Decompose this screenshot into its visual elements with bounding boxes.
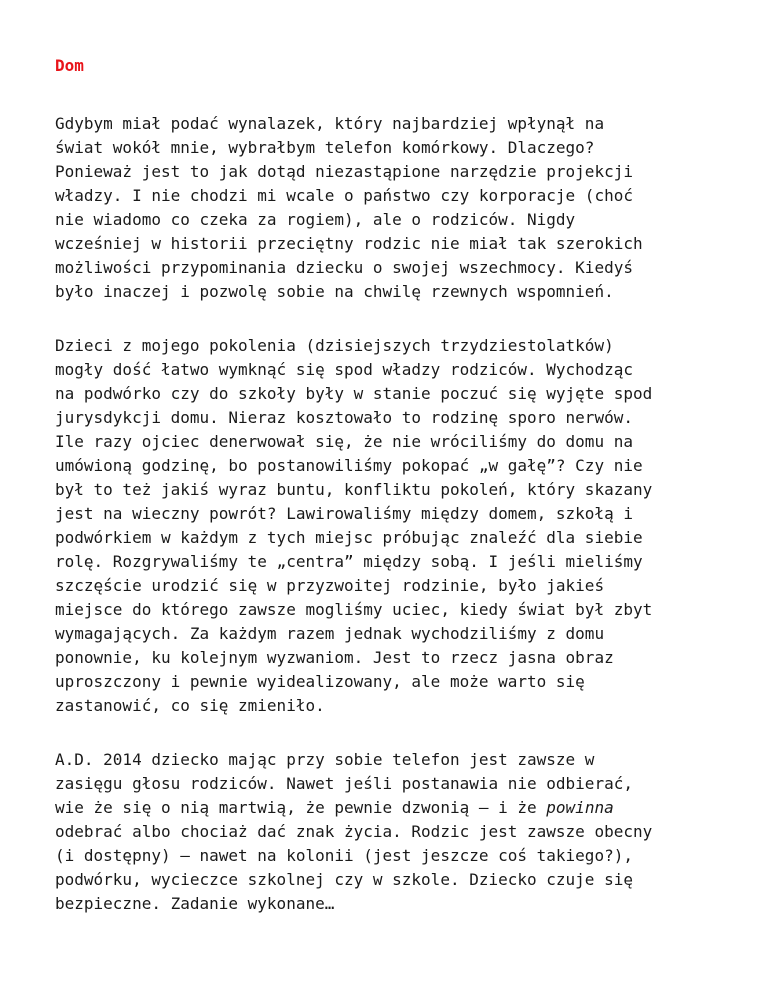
- text-line: podwórkiem w każdym z tych miejsc próbując znaleźć dla siebie: [55, 528, 643, 547]
- emphasized-word: powinna: [546, 798, 614, 817]
- text-segment: wie że się o nią martwią, że pewnie dzwonią – i że: [55, 798, 547, 817]
- text-line: wcześniej w historii przeciętny rodzic nie miał tak szerokich: [55, 234, 643, 253]
- text-line: A.D. 2014 dziecko mając przy sobie telefon jest zawsze w: [55, 750, 595, 769]
- text-line: na podwórko czy do szkoły były w stanie poczuć się wyjęte spod: [55, 384, 653, 403]
- text-line: rolę. Rozgrywaliśmy te „centra” między sobą. I jeśli mieliśmy: [55, 552, 643, 571]
- text-line: bezpieczne. Zadanie wykonane…: [55, 894, 335, 913]
- document-page: [55, 56, 745, 946]
- text-line: Gdybym miał podać wynalazek, który najbardziej wpłynął na: [55, 114, 605, 133]
- text-line-with-emphasis: [55, 796, 745, 820]
- paragraph-1: [55, 112, 745, 304]
- text-line: zasięgu głosu rodziców. Nawet jeśli postanawia nie odbierać,: [55, 774, 633, 793]
- text-line: Ponieważ jest to jak dotąd niezastąpione narzędzie projekcji: [55, 162, 633, 181]
- paragraph-2: [55, 334, 745, 718]
- document-title: Dom: [55, 56, 84, 75]
- text-line: świat wokół mnie, wybrałbym telefon komórkowy. Dlaczego?: [55, 138, 595, 157]
- text-line: nie wiadomo co czeka za rogiem), ale o rodziców. Nigdy: [55, 210, 576, 229]
- text-line: uproszczony i pewnie wyidealizowany, ale może warto się: [55, 672, 585, 691]
- text-line: było inaczej i pozwolę sobie na chwilę rzewnych wspomnień.: [55, 282, 614, 301]
- text-line: możliwości przypominania dziecku o swojej wszechmocy. Kiedyś: [55, 258, 633, 277]
- text-line: był to też jakiś wyraz buntu, konfliktu pokoleń, który skazany: [55, 480, 653, 499]
- text-line: umówioną godzinę, bo postanowiliśmy pokopać „w gałę”? Czy nie: [55, 456, 643, 475]
- text-line: zastanowić, co się zmieniło.: [55, 696, 325, 715]
- text-line: miejsce do którego zawsze mogliśmy uciec, kiedy świat był zbyt: [55, 600, 653, 619]
- text-line: Dzieci z mojego pokolenia (dzisiejszych trzydziestolatków): [55, 336, 614, 355]
- text-line: Ile razy ojciec denerwował się, że nie wróciliśmy do domu na: [55, 432, 633, 451]
- text-line: jest na wieczny powrót? Lawirowaliśmy między domem, szkołą i: [55, 504, 633, 523]
- text-line: podwórku, wycieczce szkolnej czy w szkole. Dziecko czuje się: [55, 870, 633, 889]
- paragraph-3: [55, 748, 745, 916]
- text-line: mogły dość łatwo wymknąć się spod władzy rodziców. Wychodząc: [55, 360, 633, 379]
- text-line: jurysdykcji domu. Nieraz kosztowało to rodzinę sporo nerwów.: [55, 408, 633, 427]
- text-line: władzy. I nie chodzi mi wcale o państwo czy korporacje (choć: [55, 186, 633, 205]
- text-line: szczęście urodzić się w przyzwoitej rodzinie, było jakieś: [55, 576, 605, 595]
- text-line: (i dostępny) – nawet na kolonii (jest jeszcze coś takiego?),: [55, 846, 633, 865]
- text-line: wymagających. Za każdym razem jednak wychodziliśmy z domu: [55, 624, 605, 643]
- text-line: ponownie, ku kolejnym wyzwaniom. Jest to rzecz jasna obraz: [55, 648, 614, 667]
- text-line: odebrać albo chociaż dać znak życia. Rodzic jest zawsze obecny: [55, 822, 653, 841]
